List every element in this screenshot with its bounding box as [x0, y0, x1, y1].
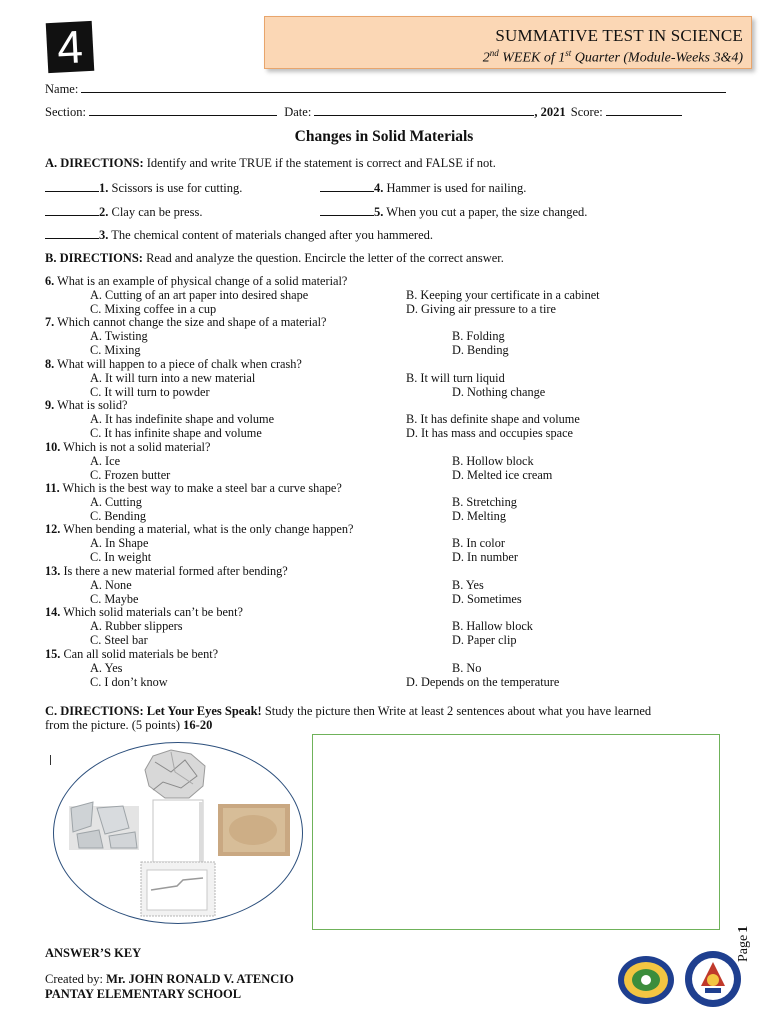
page-title: Changes in Solid Materials — [294, 128, 474, 145]
choice-option[interactable]: D. In number — [452, 550, 518, 564]
answer-box[interactable] — [312, 734, 720, 930]
name-line — [45, 81, 726, 97]
choice-option[interactable]: A. Twisting — [90, 329, 148, 343]
section-field[interactable] — [89, 104, 277, 116]
answer-blank[interactable] — [45, 204, 99, 216]
test-subtitle: 2nd WEEK of 1st Quarter (Module-Weeks 3&4) — [482, 48, 743, 66]
tf-item-5: 5. When you cut a paper, the size changed. — [320, 204, 587, 220]
question-9: 9. What is solid? — [45, 398, 128, 412]
choice-option[interactable]: B. Stretching — [452, 495, 517, 509]
test-title: SUMMATIVE TEST IN SCIENCE — [495, 26, 743, 45]
choice-option[interactable]: C. It has infinite shape and volume — [90, 426, 262, 440]
choice-option[interactable]: A. In Shape — [90, 536, 149, 550]
date-field[interactable] — [314, 104, 534, 116]
choice-option[interactable]: B. It has definite shape and volume — [406, 412, 580, 426]
choice-option[interactable]: C. Bending — [90, 509, 147, 523]
choice-option[interactable]: C. I don’t know — [90, 675, 168, 689]
choice-option[interactable]: B. It will turn liquid — [406, 371, 505, 385]
choice-option[interactable]: A. None — [90, 578, 132, 592]
choice-option[interactable]: B. Keeping your certificate in a cabinet — [406, 288, 600, 302]
flat-paper-image — [153, 800, 203, 862]
torn-paper-image — [69, 802, 139, 850]
answer-key-label: ANSWER’S KEY — [45, 946, 142, 960]
choice-option[interactable]: C. Steel bar — [90, 633, 148, 647]
question-7: 7. Which cannot change the size and shape of a material? — [45, 315, 327, 329]
choice-option[interactable]: A. It will turn into a new material — [90, 371, 256, 385]
question-8: 8. What will happen to a piece of chalk when crash? — [45, 357, 302, 371]
question-13: 13. Is there a new material formed after bending? — [45, 564, 288, 578]
choice-option[interactable]: A. Cutting of an art paper into desired shape — [90, 288, 309, 302]
score-field[interactable] — [606, 104, 682, 116]
score-label: Score: — [570, 105, 603, 119]
choice-option[interactable]: B. Hollow block — [452, 454, 534, 468]
deped-seal-logo — [681, 950, 745, 1008]
choice-option[interactable]: D. It has mass and occupies space — [406, 426, 573, 440]
question-6: 6. What is an example of physical change of a solid material? — [45, 274, 348, 288]
answer-blank[interactable] — [320, 204, 374, 216]
choice-option[interactable]: B. Yes — [452, 578, 484, 592]
paper-pictures — [53, 742, 303, 924]
question-14: 14. Which solid materials can’t be bent? — [45, 605, 243, 619]
choice-option[interactable]: A. Rubber slippers — [90, 619, 183, 633]
answer-blank[interactable] — [45, 227, 99, 239]
old-paper-image — [218, 804, 290, 856]
choice-option[interactable]: B. Folding — [452, 329, 505, 343]
folded-paper-image — [141, 862, 215, 916]
question-11: 11. Which is the best way to make a steel bar a curve shape? — [45, 481, 342, 495]
tf-item-2: 2. Clay can be press. — [45, 204, 202, 220]
choice-option[interactable]: D. Sometimes — [452, 592, 522, 606]
section-line — [45, 104, 682, 120]
cursor-mark — [50, 755, 51, 765]
grade-badge: 4 — [46, 21, 95, 73]
crumpled-paper-image — [145, 750, 205, 798]
name-field[interactable] — [81, 81, 726, 93]
year-text: , 2021 — [534, 105, 566, 119]
choice-option[interactable]: A. Ice — [90, 454, 121, 468]
choice-option[interactable]: A. Yes — [90, 661, 123, 675]
answer-blank[interactable] — [320, 180, 374, 192]
choice-option[interactable]: D. Melting — [452, 509, 506, 523]
section-c-directions-cont: from the picture. (5 points) 16-20 — [45, 718, 213, 732]
choice-option[interactable]: D. Bending — [452, 343, 509, 357]
tf-item-1: 1. Scissors is use for cutting. — [45, 180, 242, 196]
choice-option[interactable]: B. In color — [452, 536, 505, 550]
choice-option[interactable]: D. Melted ice cream — [452, 468, 553, 482]
choice-option[interactable]: C. Frozen butter — [90, 468, 171, 482]
question-10: 10. Which is not a solid material? — [45, 440, 211, 454]
choice-option[interactable]: C. In weight — [90, 550, 152, 564]
school-name: PANTAY ELEMENTARY SCHOOL — [45, 987, 242, 1001]
choice-option[interactable]: D. Paper clip — [452, 633, 517, 647]
created-by: Created by: Mr. JOHN RONALD V. ATENCIO — [45, 972, 294, 986]
choice-option[interactable]: C. Mixing — [90, 343, 141, 357]
date-label: Date: — [284, 105, 312, 119]
school-seal-logo — [616, 954, 676, 1006]
choice-option[interactable]: C. Maybe — [90, 592, 139, 606]
page-label: Page — [736, 934, 751, 962]
choice-option[interactable]: D. Giving air pressure to a tire — [406, 302, 556, 316]
question-12: 12. When bending a material, what is the only change happen? — [45, 522, 354, 536]
choice-option[interactable]: D. Nothing change — [452, 385, 546, 399]
choice-option[interactable]: B. Hallow block — [452, 619, 533, 633]
section-a-directions: A. DIRECTIONS: Identify and write TRUE if the statement is correct and FALSE if not. — [45, 156, 496, 170]
tf-item-3: 3. The chemical content of materials changed after you hammered. — [45, 227, 433, 243]
choice-option[interactable]: B. No — [452, 661, 482, 675]
choice-option[interactable]: C. It will turn to powder — [90, 385, 210, 399]
choice-option[interactable]: A. Cutting — [90, 495, 142, 509]
name-label: Name: — [45, 82, 79, 96]
title-box — [264, 16, 752, 69]
tf-item-4: 4. Hammer is used for nailing. — [320, 180, 526, 196]
section-b-directions: B. DIRECTIONS: Read and analyze the question. Encircle the letter of the correct answer. — [45, 251, 504, 265]
section-c-directions: C. DIRECTIONS: Let Your Eyes Speak! Study the picture then Write at least 2 sentences about what you have learned — [45, 704, 652, 718]
choice-option[interactable]: A. It has indefinite shape and volume — [90, 412, 275, 426]
answer-blank[interactable] — [45, 180, 99, 192]
question-15: 15. Can all solid materials be bent? — [45, 647, 219, 661]
section-label: Section: — [45, 105, 86, 119]
choice-option[interactable]: C. Mixing coffee in a cup — [90, 302, 217, 316]
page-number: 1 — [736, 925, 751, 933]
choice-option[interactable]: D. Depends on the temperature — [406, 675, 560, 689]
